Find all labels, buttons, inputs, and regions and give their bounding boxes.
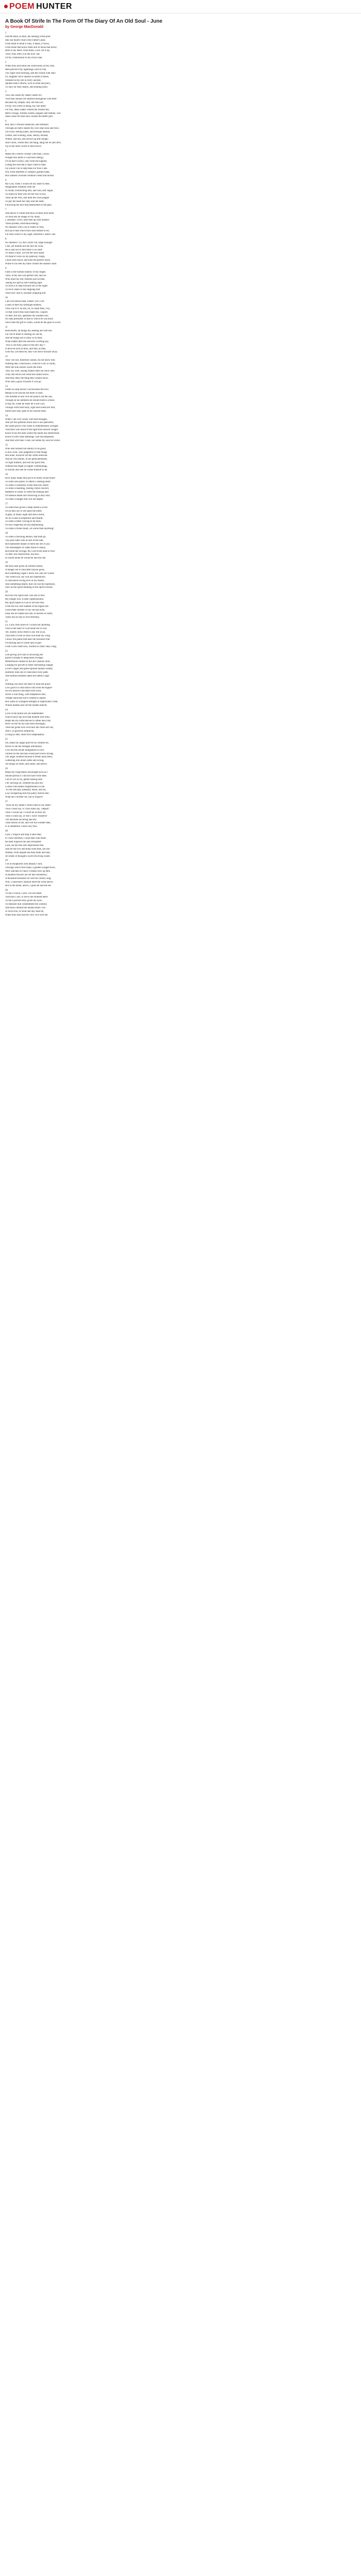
poem-stanza [5,591,356,619]
poem-line: No likeness? La, the Christ! Oh, large Enough! [5,241,53,244]
poem-line: Life-giving love rain to drowning the [5,653,43,656]
stanza-number: 15 [5,444,8,447]
poem-stanza [5,709,356,737]
poem-line: My heart grows cool when to remembrance wrought [5,425,58,428]
poem-stanza [5,562,356,590]
stanza-number: 17 [5,503,8,505]
poem-line: From those that know them still to those that know; [5,46,57,49]
poem-line: A thousand treasures for one the comely sing; [5,877,52,880]
poem-line: In whom alone he would be and the one. [5,557,46,560]
poem-stanza [5,859,356,888]
logo-text-hunter: HUNTER [36,2,72,11]
poem-line: I, dreamer, cover, hide thee up with dreams- [5,219,50,222]
poem-line: Low good it is that draws him from the higher- [5,686,53,689]
poem-line: Than dwells in me, and will not wonder thee, [5,822,51,825]
poem-line: He hath forgiven me and Jerusalem- [5,840,42,843]
stanza-number: 24 [5,708,8,711]
poem-line: Lord, I forgive and step it unto thee; [5,834,42,837]
site-logo[interactable] [4,2,72,11]
poem-title: A Book Of Strife In The Form Of The Diary Of An Old Soul - June [5,19,162,24]
poem-line: 'This is old folly, plain to the new day'?- [5,344,46,347]
poem-line: Men's ravage, fortune wastes, plagues and famine, war- [5,112,61,115]
poem-line: Through all men's hearts thy love shall sink and flow; [5,127,60,130]
poem-line: Thy night with morning, and the clouds with stars [5,72,56,75]
poem-line: If thou be such as thou, and they as they, [5,347,46,350]
stanza-number: 25 [5,738,8,741]
poem-line: Motherhood choked in the ale'r jealous mire, [5,660,51,664]
poem-line: Scarce know the love that bindeth first fond, [5,716,50,719]
poem-line: Then, at thy one will perfect life, and we [5,274,46,277]
poem-author[interactable]: by George MacDonald [5,25,43,29]
poem-line: As on a land of emptiness and dearth; [5,517,43,520]
poem-stanza [5,503,356,531]
poem-content [0,13,361,2576]
poem-line: And yet the question burns and is not quenched, [5,421,54,425]
poem-line: Means to be unwise but there is none. [5,392,43,395]
poem-line: Ordered in thy life in every ancient, [5,79,41,82]
poem-line: Of thy communion to my every man. [5,57,43,60]
poem-line: Of all that's lovely, only from the highest, [5,160,47,163]
poem-line: Though on his darkness he should build a school. [5,399,55,402]
poem-line: Lover's anger and greed spoiled human wealth; [5,668,53,671]
stanza-number: 10 [5,297,8,300]
poem-line: Whose mantle also oft the Shame indicth. [5,704,47,707]
poem-line: To but a vision, Lord; I do not mean [5,892,42,895]
stanza-number: 3 [5,91,7,94]
poem-line: That lives: and is, because outgoing still. [5,292,46,295]
poem-line: Save as the Spirit thinking in the Spirit's broad. [5,586,53,589]
stanza-number: 14 [5,414,8,417]
poem-line: Has none, however oft the claim renewed. [5,454,48,457]
stanza-number: 11 [5,326,8,329]
stanza-number: 12 [5,355,8,359]
poem-line: When thou dost send out whirlwinds on thy seas, [5,65,55,68]
poem-stanza [5,621,356,649]
poem-stanza [5,120,356,148]
poem-line: Know'st too the dark where the doubt lies entrenched- [5,432,60,435]
poem-line: No likeness with God is frame or find, [5,226,44,229]
poem-line: What matter then the knowers scoffing say, [5,340,49,343]
poem-stanza [5,385,356,414]
poem-line: purest corrupts to despicable revenge; [5,657,44,660]
poem-line: And all things are to draw us to thee; [5,336,43,340]
poem-line: Without the might of higher communings, [5,465,48,468]
poem-line: Dear one all names but one, in heaven or earth, [5,612,53,615]
poem-line: I know the plants that bear the noisome fruit [5,638,50,641]
poem-line: Make me a fellow-worker with thee, Christ; [5,153,50,156]
poem-line: Turned on the sad that would part lovers strong; [5,752,54,755]
poem-line: Here is my heart: from thine, Lord, fill it up, [5,49,50,53]
poem-line: Who must thy life, thereon just on thee, [5,278,45,281]
poem-line: It may be, when he finds he is not God, [5,402,45,405]
poem-line: Through which flies many a golden-winged dove, [5,867,56,870]
poem-line: Is foolish also-see he willed himself to be. [5,468,48,471]
poem-stanza [5,680,356,708]
stanza-number: 30 [5,889,8,892]
poem-line: Following the face that hearkeneth to the plea. [5,204,52,207]
poem-line: Longing for growth to mere fluctuating change; [5,664,54,667]
poem-stanza [5,355,356,384]
poem-stanza [5,209,356,237]
stanza-number: 16 [5,473,8,476]
stanza-number: 8 [5,238,7,241]
poem-line: These printed, individual emergy [5,223,39,226]
poem-line: Men perceive thy lightnings with its rise, [5,68,47,71]
poem-line: Great elder Brother of my second birth, [5,608,45,612]
poem-line: And that with thee I wait, nor needs my soul be vexed. [5,439,60,442]
stanza-number: 9 [5,267,7,270]
poem-line: If in obedience I leave any flaw. [5,825,38,828]
poem-line: For out of them is nothing on can be, [5,333,43,336]
poem-line: Spoken men's efforts, rul'd in strife and pin's, [5,82,51,86]
poem-line: Yet, doubly down there is any life at all, [5,631,46,634]
poem-line: While to his feet my faith crosses the shadow stare. [5,263,57,266]
poem-line: That I may offer it as the holy cup [5,53,40,56]
poem-stanza [5,326,356,354]
poem-line: FROM thine, as then, the healing virtue pour [5,35,51,38]
poem-line: Me thou hast given an infinite unrest, [5,565,43,568]
poem-line: Fester no step moves God because the fool [5,388,48,392]
poem-line: Of burning and of whim and of gall- [5,641,42,645]
poem-line: Claim of thee my birthright endless; [5,303,42,307]
poem-line: My hunger now is after righteousness; [5,598,44,601]
poem-line: To pay the heart her duty and her debt, [5,200,44,203]
poem-line: Is but a fool, who judgment of true things [5,451,47,454]
poem-line: And hence it comes that thou at times dost seem [5,212,54,215]
poem-line: A cloudy overarching dim, and vast, and vague, [5,190,54,193]
poem-line: And he who thinks, in his great plenitude, [5,458,47,461]
poem-line: And let me live and think from thee, not me- [5,848,51,851]
poem-line: To right himself, and lost his spirit free, [5,462,45,465]
poem-line: But, like a virtuous medicine, self-diffused [5,124,48,127]
poem-stanza [5,473,356,502]
poem-line: Because thy simple, only life thou art, [5,101,44,104]
poem-line: To measure dull contentment the wishful; [5,903,47,906]
poem-line: Shall cease till man have chosen the better part. [5,115,54,118]
poem-line: Imagination instantly doth set [5,186,36,189]
poem-line: To some a mocking demon, that doth go [5,536,46,539]
poem-line: Henceforth, all things thy dealing are with me; [5,330,53,333]
poem-line: But something vague I know not, and yet would- [5,572,55,575]
poem-line: Were the true stories words the truth [5,366,42,369]
logo-text-poem: POEM [9,2,35,11]
poem-line: Gathering into union oaths and wrong, [5,759,44,762]
stanza-number: 27 [5,801,8,804]
poem-line: Of all they are or see upon the earth; [5,510,42,513]
stanza-number: 22 [5,650,8,653]
poem-line: They will not, therefore cannot, do not know him. [5,359,56,362]
poem-line: Though world and body, sight and sound are fled, [5,406,56,409]
poem-line: Make my forgiveness downright-such as I [5,771,48,774]
poem-stanza [5,830,356,858]
stanza-number: 13 [5,385,8,388]
poem-line: The messengers of Satan think to annoy, [5,546,46,549]
poem-line: Faith is the human shadow of thy might. [5,270,46,274]
poem-line: And human kindness takes the father's rage. [5,674,50,677]
poem-line: To some a weariness worse than any smart; [5,484,49,487]
poem-stanza [5,768,356,800]
poem-line: I let no yes or no, gentle fleeing hide [5,778,42,781]
poem-stanza [5,91,356,119]
poem-line: Thy pace halts with us self at the side, [5,539,44,542]
poem-line: Till every feeling hides, and through unseen, [5,131,51,134]
poem-stanza [5,801,356,829]
poem-line: To some sore pains; to others a sinking heart; [5,480,51,483]
poem-line: That thou I am, or have one moment been- [5,896,48,899]
poem-line: From heart to heart it runs, it heals, it flows, [5,42,50,45]
poem-line: The anger soothed because it needs must bless, [5,756,53,759]
poem-line: I see, yet bottom not the face he wore. [5,245,44,248]
poem-line: Cursed with dearer forgetfulness in me. [5,785,45,788]
poem-stanza [5,444,356,472]
poem-line: All things on earth, and under, and above. [5,763,47,766]
poem-stanza [5,238,356,266]
poem-line: But walkest crowned creation's heart and bloom. [5,174,55,177]
poem-line: From the low self loathed of the higher me. [5,605,49,608]
poem-line: Blow on me till my toes burn burningly; [5,723,46,726]
poem-line: But in the midst, above, I glad are and me set. [5,884,52,887]
poem-line: From God's heart torn, rootless to man's they cling. [5,645,57,648]
poem-line: No man presumes in that to which he was born; [5,318,54,321]
poem-line: Of thine'st voice on my pathway rough, [5,256,45,259]
poem-line: Helps the my sufficiencies to rather and cold; [5,719,51,722]
poem-line: Then I would say I would be as thou art. [5,811,46,814]
poem-line: Madness to some; to some the shaking dart [5,491,49,494]
poem-line: When I am very weary with hard thought, [5,418,48,421]
poem-line: And know behind the human heart I lie;- [5,906,46,909]
poem-line: My God, when I would lift my heart to thee, [5,182,50,185]
poem-stanza [5,650,356,679]
poem-line: Taking our part as self-creating light. [5,281,43,284]
poem-line: Will, Conscience, Reason meet the wind above, [5,880,54,884]
stanza-number: 19 [5,562,8,565]
poem-line: And I, in glorious simplicity, [5,730,35,733]
poem-stanza [5,889,356,918]
poem-line: To thee, the resurrection, the new- [5,553,40,556]
poem-line: This, this alone thy father careth for- [5,94,42,97]
poem-line: That in the heart of God holds me to root. [5,628,47,631]
poem-line: What am I brother for, but to forgive!' [5,796,44,799]
poem-line: Lo, Lord, thou know'st I would not anything [5,624,50,627]
poem-line: That doth it from us thou root-hunt my wing. [5,635,51,638]
poem-line: Humility men out of conscience holy path; [5,671,48,674]
poem-line: I have seen much, and trust the perfect more, [5,259,51,262]
poem-line: But blind the wrongs, thy Lord from false to true- [5,550,56,553]
poem-stanza [5,150,356,178]
poem-line: To some a frozen heart, oh worse than anything! [5,528,54,531]
poem-line: Who sets himself not sternly to be good, [5,447,46,450]
poem-line: My spirit hopes in God to set him free; [5,602,45,605]
poem-line: I sit at enraptured with Beauty's lord, [5,863,43,866]
poem-line: He is and out of him there is no stuff [5,248,42,251]
poem-line: Not, from heartfeel in Joseph's garden-bank, [5,171,50,174]
poem-line: Low-whispering bids the paltry motive bee- [5,792,50,795]
poem-line: Then up the Will, and doth the cross plague [5,197,50,200]
poem-line: I be carrying on, withered up and dry; [5,782,44,785]
poem-line: To trust is to step forward out of the night- [5,285,48,288]
poem-line: A hunger not to find after known good, [5,569,45,572]
poem-line: Oh, make my anger pure-let no wildfire be, [5,741,49,744]
stanza-number: 26 [5,768,8,771]
poem-stanza [5,738,356,767]
poem-line: To but a picture truly given my eyes, [5,900,42,903]
poem-line: Of thy very truth of being, thy one heart- [5,105,46,108]
poem-line: A voice true, of what one day shall be, [5,910,44,913]
poem-line: To some a haunting, fearing, blind concern; [5,487,50,490]
poem-line: Then the groan love will burn me clean self out, [5,726,54,730]
poem-line: Never a foul thing, with temptation dire, [5,693,46,697]
poem-line: Give me the divine indignation in love [5,749,44,752]
poem-line: I am lost before thee, Father! yet I will [5,300,44,303]
poem-line: Wither, and die, and shrivel up and slough; [5,138,48,141]
poem-line: The absolute incurring and law [5,818,37,821]
poem-line: The blinded in fear will not preach out the sun, [5,396,53,399]
poem-line: Who sees a glory towards it will go. [5,380,42,383]
stanza-number: 4 [5,120,7,123]
stanza-number: 23 [5,679,8,682]
poem-line: Of hideous death still following as they turn; [5,495,51,498]
poem-line: At centre of thought's swift-revolving wheel. [5,855,51,858]
poem-line: If I have enemies, Christ deal with them: [5,837,46,840]
poem-line: Up in the inner world of men arrive. [5,145,42,148]
poem-line: Some eyes may open in his foolish head. [5,410,46,413]
poem-body [5,32,356,918]
poem-line: That thou who know'st the light-born answer sought [5,429,58,432]
poem-line: To be-to share in the outgoing that [5,289,40,292]
poem-line: Nothing they could know, could be God: in sooth, [5,363,56,366]
poem-line: Gentle, and winning, shall, sternly doused, [5,134,48,137]
poem-stanza [5,179,356,208]
stanza-number: 1 [5,32,7,35]
poem-line: For this, deep waters whelm the fruitful tea, [5,108,50,111]
poem-line: When thou hast had thy very will with me. [5,913,48,917]
poem-line: A hundred flowers are set into minstrelsy; [5,873,48,876]
poem-line: Should perish if I did not have from thee; [5,774,47,777]
poem-stanza [5,267,356,296]
poem-line: Lord, set me free self-imprisoned free, [5,844,44,847]
poem-line: To some a hunger that will not depart. [5,498,44,501]
poem-line: To that which thou hast made me, I aspire; [5,311,48,314]
poem-line: Up would I be to help thee-For thou I ken [5,167,47,170]
stanza-number: 20 [5,591,8,594]
poem-line: Since then the gift to claim, would be the gain to scorn. [5,321,61,325]
poem-line: So evil poison concreate from food; [5,690,42,693]
poem-line: Nought else befits a God-born energy; [5,157,44,160]
poem-line: But up to that which thou dost endure to be, [5,230,50,233]
poem-line: Living by thee, shall love unspeakably. [5,734,45,737]
poem-line: But now the Spirit and I are one in this- [5,595,45,598]
poem-line: Thou say'st it: on me, on, to claim thee, I try, [5,307,51,310]
poem-line: 'Thou art my father's child-come to my heart!' [5,804,52,807]
poem-line: Tempts hallowed force created to aspire; [5,697,46,700]
poem-line: Into our hearts--that is the Father's plan; [5,39,46,42]
stanza-number: 7 [5,208,7,211]
poem-line: Nothing can draw the heart of man but good; [5,683,51,686]
stanza-number: 21 [5,620,8,623]
poem-line: But loathsome makes to them the life of joy; [5,543,51,546]
poem-line: How many helps thou giv'st to those would learn! [5,477,56,480]
poem-line: And Christ, whom they did hang, hang not its and slew, [5,141,61,144]
poem-line: To some thou givest a deep unrest-a scorn [5,506,48,509]
poem-line: And they deny the thing they cannot know. [5,377,49,380]
poem-line: To make a man. Let but me once spare [5,252,44,255]
stanza-number: 2 [5,61,7,64]
poem-line: Then I could say, or still I won't whatever [5,815,47,818]
poem-line: The veiled Isis, thy will not understood; [5,575,46,579]
stanza-number: 18 [5,532,8,535]
poem-stanza [5,61,356,90]
poem-line: But walks in wrangled strength of imprisoned Truth, [5,701,58,704]
poem-line: Thus I must say, or Thou must say, 'Depart!' [5,807,50,810]
poem-line: For thou which is my sight, therefore I seem I see. [5,233,56,236]
poem-line: To stand for thee who art the Sun of sea; [5,193,46,196]
stanza-number: 28 [5,830,8,833]
poem-line: That man should live hearted throughout with thee- [5,98,57,101]
poem-line: To only for their hearts, and nothing more. [5,86,48,89]
stanza-number: 5 [5,149,7,152]
poem-line: Of bow respected yet not abandoning; [5,524,44,527]
poem-line: Teach me all day to love eternally. [5,616,40,619]
poem-line: Well watched of Fancy's tender eyes up here. [5,870,51,873]
poem-line: Neither, from despite me then think and feel, [5,851,51,854]
poem-line: Truly she shows not what she cannot show; [5,373,49,376]
poem-line: To thee, the sun, upflames thy kindled fire; [5,314,48,317]
poem-line: Know'st with what seemings I am encompassed, [5,435,54,438]
poem-line: They say well, saying Nature doth not show him: [5,369,55,372]
logo-mark-icon [4,5,8,8]
poem-line: 'To but self-pity, pleasant, mean, and sly, [5,789,46,792]
site-header [0,0,361,13]
poem-stanza [5,32,356,60]
poem-line: Lifting the rest that it shall come to thee: [5,164,46,167]
poem-line: A gaze, at dusky night and dewy morn, [5,513,45,516]
poem-line: And something dearer, that will not be expressed, [5,583,55,586]
poem-line: Never in me the strength selfishness. [5,745,42,748]
poem-stanza [5,297,356,325]
poem-line: A conscience loving ever in my breast; [5,579,45,582]
poem-line: Love in the prime not yet undefended- [5,712,44,715]
stanza-number: 6 [5,179,7,182]
poem-line: To some a bitter craving to be born; [5,520,41,523]
poem-line: Unto thy Let them be, they will move onward away. [5,351,58,354]
stanza-number: 29 [5,859,8,862]
poem-line: Or, mightier force unseen in midst of these, [5,75,49,78]
poem-stanza [5,415,356,443]
poem-line: To look less an image of my mind, [5,215,40,218]
poem-stanza [5,532,356,561]
